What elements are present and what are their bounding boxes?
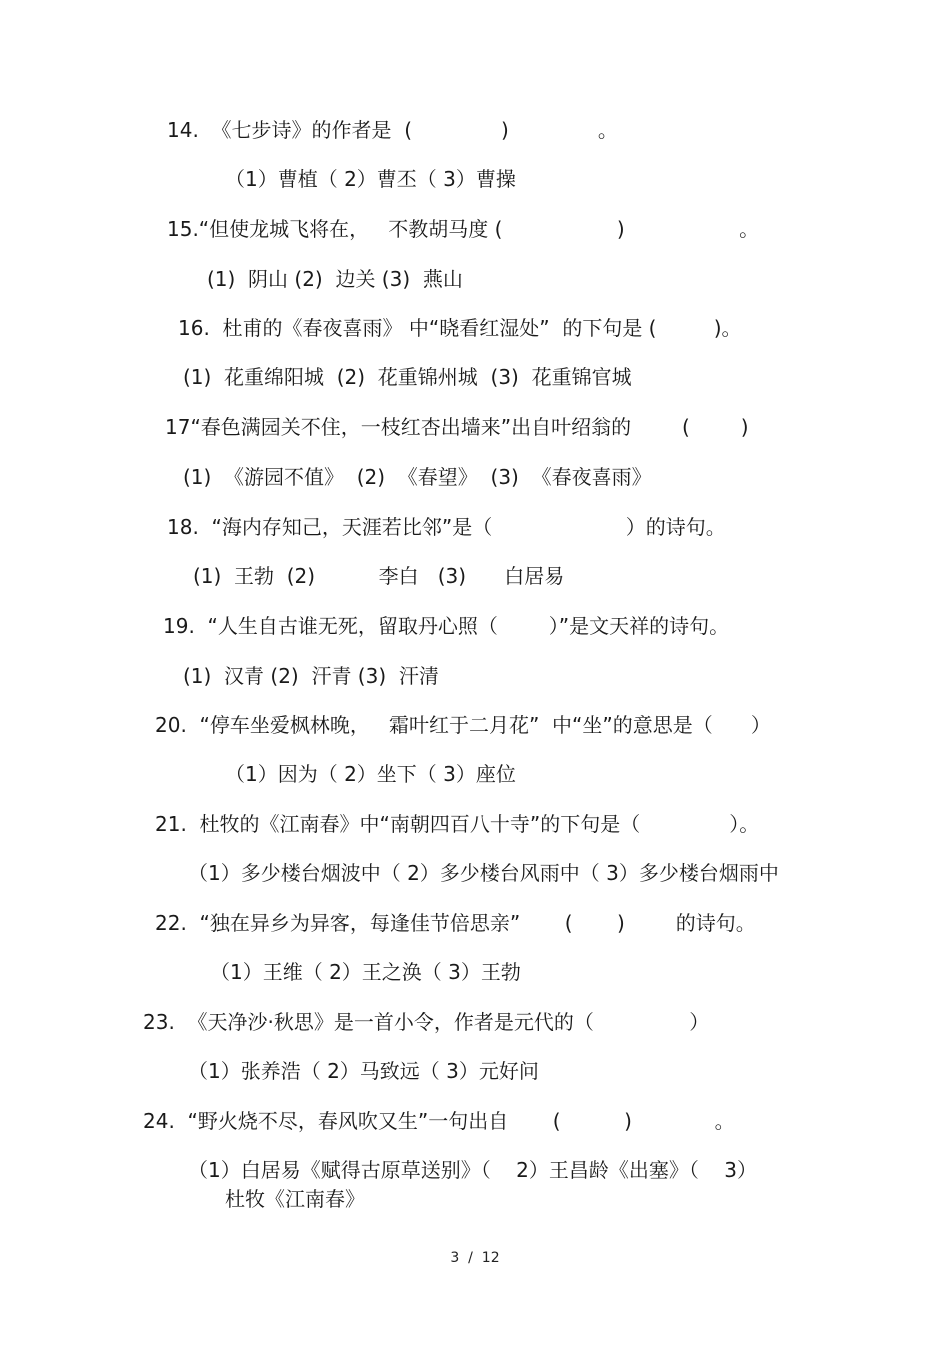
question-14-options: （1）曹植（ 2）曹丕（ 3）曹操 [225, 167, 516, 191]
question-16-stem: 16. 杜甫的《春夜喜雨》 中“晓看红湿处” 的下句是 ( )。 [178, 316, 742, 340]
question-24-options: （1）白居易《赋得古原草送别》（ 2）王昌龄《出塞》（ 3） [188, 1158, 758, 1182]
question-21-options: （1）多少楼台烟波中（ 2）多少楼台风雨中（ 3）多少楼台烟雨中 [188, 861, 779, 885]
question-21-stem: 21. 杜牧的《江南春》中“南朝四百八十寺”的下句是（ ）。 [155, 812, 760, 836]
question-18-stem: 18. “海内存知己，天涯若比邻”是（ ）的诗句。 [167, 515, 726, 539]
question-19-stem: 19. “人生自古谁无死，留取丹心照（ ）”是文天祥的诗句。 [163, 614, 730, 638]
question-19-options: (1) 汉青 (2) 汗青 (3) 汗清 [183, 664, 439, 688]
question-24-options-continued: 杜牧《江南春》 [225, 1187, 365, 1211]
question-17-stem: 17“春色满园关不住，一枝红杏出墙来”出自叶绍翁的 ( ) [165, 415, 749, 439]
question-22-stem: 22. “独在异乡为异客，每逢佳节倍思亲” ( ) 的诗句。 [155, 911, 756, 935]
question-16-options: (1) 花重绵阳城 (2) 花重锦州城 (3) 花重锦官城 [183, 365, 632, 389]
page-number: 3 / 12 [450, 1250, 500, 1266]
question-15-stem: 15.“但使龙城飞将在， 不教胡马度 ( ) 。 [167, 217, 760, 241]
question-24-stem: 24. “野火烧不尽，春风吹又生”一句出自 ( ) 。 [143, 1109, 735, 1133]
question-15-options: (1) 阴山 (2) 边关 (3) 燕山 [207, 267, 463, 291]
question-23-options: （1）张养浩（ 2）马致远（ 3）元好问 [188, 1059, 539, 1083]
question-20-stem: 20. “停车坐爱枫林晚， 霜叶红于二月花” 中“坐”的意思是（ ） [155, 713, 771, 737]
question-17-options: (1) 《游园不值》 (2) 《春望》 (3) 《春夜喜雨》 [183, 465, 652, 489]
question-22-options: （1）王维（ 2）王之涣（ 3）王勃 [210, 960, 521, 984]
question-14-stem: 14. 《七步诗》的作者是 ( ) 。 [167, 118, 618, 142]
question-18-options: (1) 王勃 (2) 李白 (3) 白居易 [193, 564, 565, 588]
question-23-stem: 23. 《天净沙·秋思》是一首小令，作者是元代的（ ） [143, 1010, 710, 1034]
question-20-options: （1）因为（ 2）坐下（ 3）座位 [225, 762, 516, 786]
